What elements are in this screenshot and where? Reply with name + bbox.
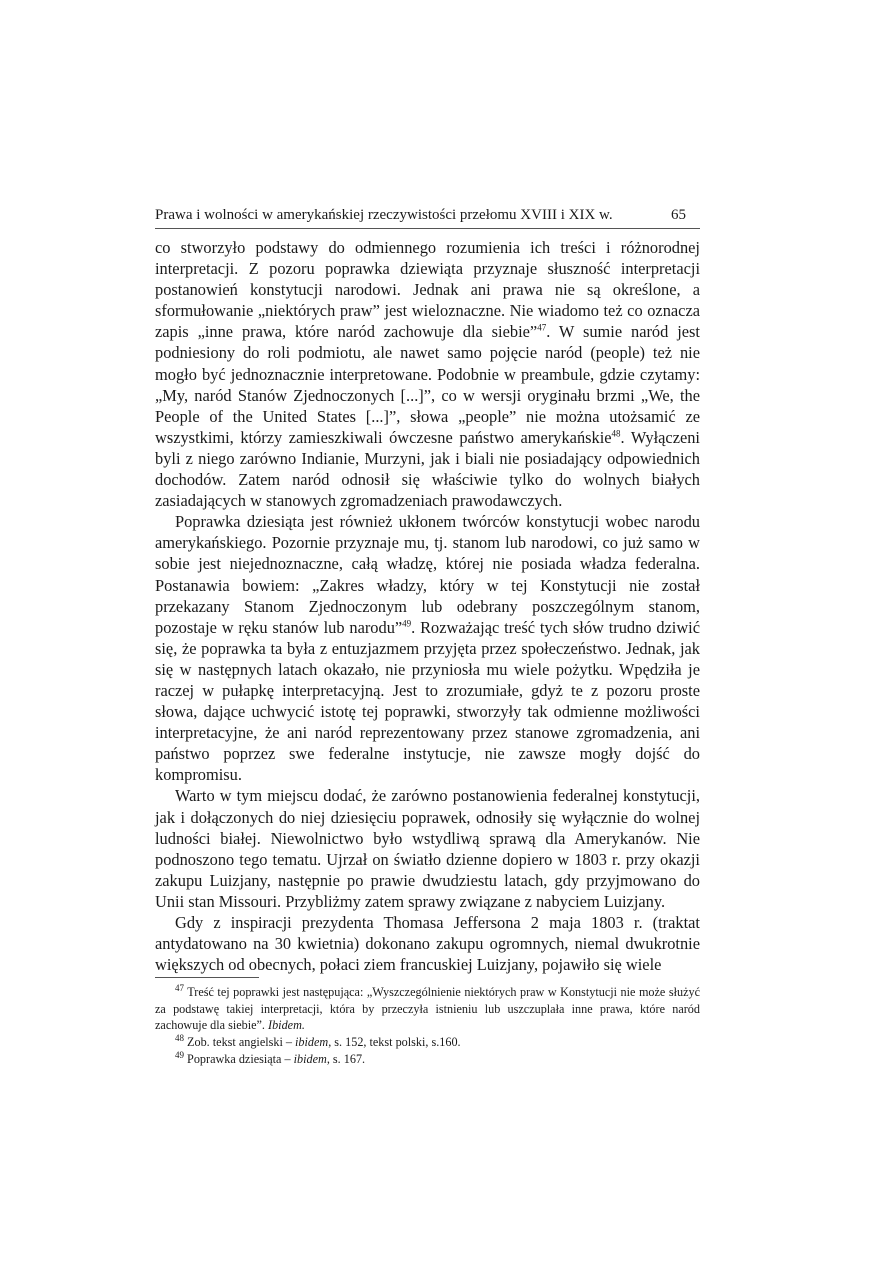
footnote-ref-47[interactable]: 47 (537, 322, 547, 333)
footnote-ref-49[interactable]: 49 (402, 618, 412, 629)
paragraph-1: co stworzyło podstawy do odmiennego rozumienia ich treści i różnorodnej interpretacji. Z pozoru poprawka dziewiąta przyznaje słuszność interpretacji postanowień konstytucji narodowi. Jednak ani prawa nie są określone, a sformułowanie „niektórych praw” jest wieloznaczne. Nie wiadomo też co oznacza zapis „inne prawa, które naród zachowuje dla siebie”$^{47}$. W sumie naród jest podniesiony do roli podmiotu, ale nawet samo pojęcie naród (people) też nie mogło być jednoznacznie interpretowane. Podobnie w preambule, gdzie czytamy: „My, naród Stanów Zjednoczonych [...]”, co w wersji oryginału brzmi „We, the People of the United States [...]”, słowa „people” nie można utożsamić ze wszystkimi, którzy zamieszkiwali ówczesne państwo amerykańskie$^{48}$. Wyłączeni byli z niego zarówno Indianie, Murzyni, jak i biali nie posiadający odpowiednich dochodów. Zatem naród odnosił się właściwie tylko do wolnych białych zasiadających w stanowych zgromadzeniach prawodawczych. (155, 238, 700, 511)
paragraph-4: Gdy z inspiracji prezydenta Thomasa Jeffersona 2 maja 1803 r. (traktat antydatowano na 30 kwietnia) dokonano zakupu ogromnych, niemal dwukrotnie większych od obecnych, połaci ziem francuskiej Luizjany, pojawiło się wiele (155, 913, 700, 975)
paragraph-2: Poprawka dziesiąta jest również ukłonem twórców konstytucji wobec narodu amerykańskiego. Pozornie przyznaje mu, tj. stanom lub narodowi, co już samo w sobie jest niejednoznaczne, całą władzę, której nie posiada władza federalna. Postanawia bowiem: „Zakres władzy, który w tej Konstytucji nie został przekazany Stanom Zjednoczonym lub odebrany poszczególnym stanom, pozostaje w ręku stanów lub narodu”$^{49}$. Rozważając treść tych słów trudno dziwić się, że poprawka ta była z entuzjazmem przyjęta przez społeczeństwo. Jednak, jak się w następnych latach okazało, nie przyniosła mu wiele pożytku. Wpędziła je raczej w pułapkę interpretacyjną. Jest to zrozumiałe, gdyż te z pozoru proste słowa, dające uchwycić istotę tej poprawki, stworzyły tak odmienne możliwości interpretacyjne, że ani naród reprezentowany przez stanowe zgromadzenia, ani państwo poprzez swe federalne instytucje, nie zawsze mogły dojść do kompromisu. (155, 512, 701, 785)
footnote-ref-48[interactable]: 48 (611, 428, 621, 439)
body-text (155, 237, 700, 975)
paragraph-3: Warto w tym miejscu dodać, że zarówno postanowienia federalnej konstytucji, jak i dołączonych do niej dziesięciu poprawek, odnosiły się wyłącznie do wolnej ludności białej. Niewolnictwo było wstydliwą sprawą dla Amerykanów. Nie podnoszono tego tematu. Ujrzał on światło dzienne dopiero w 1803 r. przy okazji zakupu Luizjany, następnie po prawie dwudziestu latach, gdy przyjmowano do Unii stan Missouri. Przybliżmy zatem sprawy związane z nabyciem Luizjany. (155, 786, 700, 911)
running-header (155, 205, 700, 229)
footnote-divider (155, 977, 259, 978)
running-title: Prawa i wolności w amerykańskiej rzeczywistości przełomu XVIII i XIX w. (155, 207, 613, 223)
footnote-48: $^{48}$ Zob. tekst angielski – ibidem, s. 152, tekst polski, s.160. (175, 1033, 461, 1050)
page-number: 65 (671, 207, 686, 223)
footnotes (155, 984, 700, 1067)
footnote-47: $^{47}$ Treść tej poprawki jest następująca: „Wyszczególnienie niektórych praw w Konstytucji nie może służyć za podstawę takiej interpretacji, która by przeczyła istnieniu lub uszczuplała inne prawa, które naród zachowuje dla siebie”. Ibidem. (155, 983, 700, 1033)
page-content (155, 205, 700, 1067)
footnote-49: $^{49}$ Poprawka dziesiąta – ibidem, s. 167. (175, 1049, 366, 1066)
